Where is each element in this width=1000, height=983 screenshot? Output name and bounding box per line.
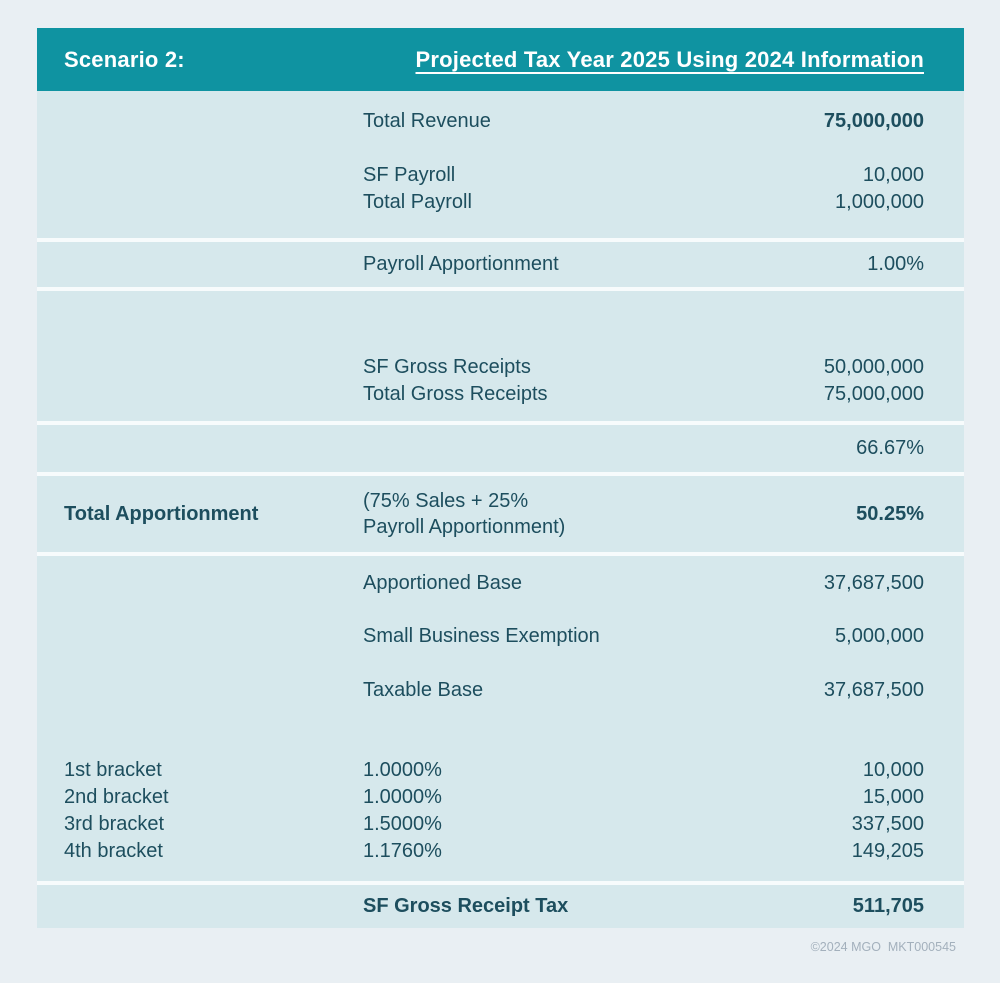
section-sales-apportionment [37, 425, 964, 472]
bracket-row-1 [37, 757, 964, 784]
table-row [37, 623, 964, 650]
bracket-4-value: 149,205 [851, 840, 924, 862]
bracket-2-rate: 1.0000% [363, 786, 442, 808]
table-row [37, 108, 964, 135]
bracket-3-label: 3rd bracket [64, 813, 165, 835]
total-payroll-label: Total Payroll [363, 191, 472, 213]
table-row [37, 893, 964, 920]
section-tax-base-brackets [37, 556, 964, 881]
bracket-4-rate: 1.1760% [363, 840, 442, 862]
sf-gross-receipts-label: SF Gross Receipts [363, 356, 531, 378]
spacer [37, 597, 964, 623]
spacer [37, 135, 964, 162]
section-payroll-apportionment [37, 242, 964, 287]
bracket-2-value: 15,000 [862, 786, 924, 808]
bracket-1-rate: 1.0000% [363, 759, 442, 781]
total-apportionment-label: Total Apportionment [64, 502, 259, 525]
bracket-4-label: 4th bracket [64, 840, 163, 862]
sf-gross-receipt-tax-label: SF Gross Receipt Tax [363, 895, 569, 917]
table-row [37, 487, 964, 541]
bracket-2-label: 2nd bracket [64, 786, 169, 808]
table-row [37, 435, 964, 462]
bracket-1-value: 10,000 [862, 759, 924, 781]
formula-line-1: (75% Sales + 25% [363, 490, 529, 512]
sf-payroll-label: SF Payroll [363, 164, 456, 186]
table-row [37, 677, 964, 704]
sf-gross-receipt-tax-value: 511,705 [852, 895, 924, 917]
sales-apportionment-value: 66.67% [856, 437, 924, 459]
small-business-exemption-value: 5,000,000 [835, 625, 924, 647]
table-row [37, 354, 964, 381]
bracket-row-2 [37, 784, 964, 811]
spacer [37, 704, 964, 757]
section-total-tax [37, 885, 964, 928]
scenario-label: Scenario 2: [64, 46, 185, 72]
bracket-3-value: 337,500 [851, 813, 924, 835]
total-revenue-value: 75,000,000 [823, 110, 924, 132]
table-row [37, 189, 964, 216]
table-row [37, 162, 964, 189]
apportioned-base-label: Apportioned Base [363, 572, 523, 594]
sf-payroll-value: 10,000 [862, 164, 924, 186]
payroll-apportionment-label: Payroll Apportionment [363, 253, 559, 275]
footer-credit: ©2024 MGO MKT000545 [810, 940, 956, 954]
scenario-table [37, 28, 964, 928]
formula-line-2: Payroll Apportionment) [363, 516, 566, 538]
total-gross-receipts-label: Total Gross Receipts [363, 383, 548, 405]
total-gross-receipts-value: 75,000,000 [823, 383, 924, 405]
table-row [37, 570, 964, 597]
bracket-1-label: 1st bracket [64, 759, 162, 781]
payroll-apportionment-value: 1.00% [867, 253, 924, 275]
sf-gross-receipts-value: 50,000,000 [823, 356, 924, 378]
taxable-base-value: 37,687,500 [823, 679, 924, 701]
table-title: Projected Tax Year 2025 Using 2024 Information [415, 46, 924, 72]
table-body [37, 91, 964, 928]
total-apportionment-formula [363, 488, 856, 540]
section-total-apportionment [37, 476, 964, 552]
total-payroll-value: 1,000,000 [835, 191, 924, 213]
small-business-exemption-label: Small Business Exemption [363, 625, 600, 647]
taxable-base-label: Taxable Base [363, 679, 484, 701]
bracket-row-3 [37, 811, 964, 838]
table-row [37, 381, 964, 408]
section-revenue-payroll [37, 91, 964, 238]
table-header [37, 28, 964, 91]
total-revenue-label: Total Revenue [363, 110, 491, 132]
bracket-row-4 [37, 838, 964, 865]
total-apportionment-value: 50.25% [856, 502, 924, 525]
table-row [37, 251, 964, 278]
spacer [37, 650, 964, 677]
apportioned-base-value: 37,687,500 [823, 572, 924, 594]
section-gross-receipts [37, 291, 964, 421]
bracket-3-rate: 1.5000% [363, 813, 442, 835]
